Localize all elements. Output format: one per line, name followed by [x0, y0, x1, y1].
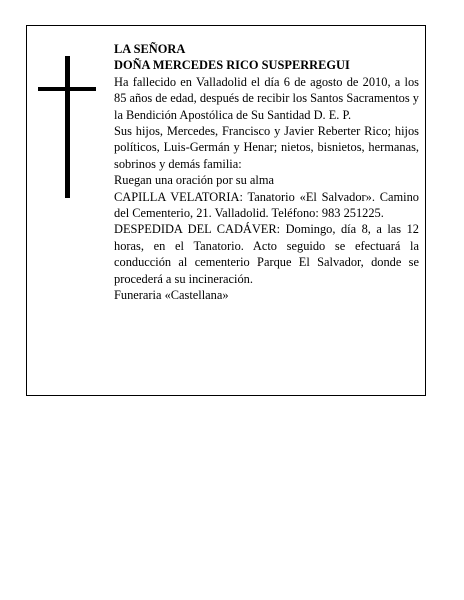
deceased-name: DOÑA MERCEDES RICO SUSPERREGUI [114, 58, 350, 73]
obituary-text [114, 41, 419, 304]
family-list: Sus hijos, Mercedes, Francisco y Javier Reberter Rico; hijos políticos, Luis-Germán y Henar; nietos, bisnietos, hermanas, sobrinos y demás familia: [114, 124, 419, 171]
obituary-notice [26, 25, 426, 396]
cross-horizontal-bar [38, 87, 96, 91]
cross-vertical-bar [65, 56, 70, 198]
funeral-home: Funeraria «Castellana» [114, 288, 229, 303]
latin-cross-icon [38, 56, 96, 198]
chapel-info: CAPILLA VELATORIA: Tanatorio «El Salvador». Camino del Cementerio, 21. Valladolid. Teléfono: 983 251225. [114, 189, 419, 221]
deceased-title: LA SEÑORA [114, 42, 186, 56]
death-announcement: Ha fallecido en Valladolid el día 6 de agosto de 2010, a los 85 años de edad, después de recibir los Santos Sacramentos y la Bendición Apostólica de Su Santidad D. E. P. [114, 74, 419, 122]
farewell-info: DESPEDIDA DEL CADÁVER: Domingo, día 8, a las 12 horas, en el Tanatorio. Acto seguido se efectuará la conducción al cementerio Parque El Salvador, donde se procederá a su incineración. [114, 222, 419, 286]
prayer-request: Ruegan una oración por su alma [114, 173, 274, 188]
